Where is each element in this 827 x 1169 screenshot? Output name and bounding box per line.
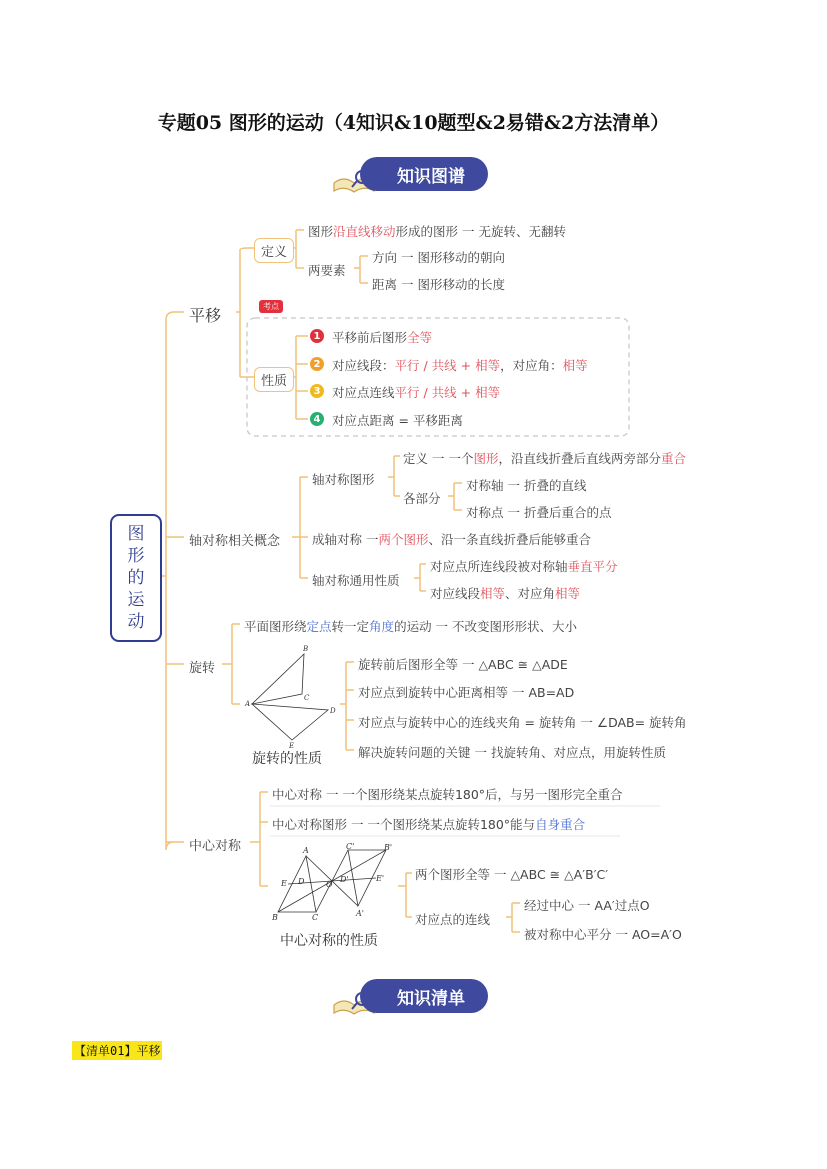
rotation-property-2: 对应点到旋转中心距离相等 一 AB=AD [358, 685, 575, 700]
svg-text:A': A' [356, 909, 364, 918]
svg-text:O: O [326, 880, 333, 889]
part-axis: 对称轴 一 折叠的直线 [466, 478, 587, 493]
svg-text:E: E [281, 879, 287, 888]
translation-definition: 图形沿直线移动形成的图形 一 无旋转、无翻转 [308, 224, 567, 239]
rotation-property-4: 解决旋转问题的关键 一 找旋转角、对应点，用旋转性质 [358, 745, 666, 760]
branch-axial-symmetry: 轴对称相关概念 [189, 534, 281, 549]
svg-text:E: E [289, 742, 295, 750]
rotation-property-3: 对应点与旋转中心的连线夹角 = 旋转角 一 ∠DAB= 旋转角 [358, 715, 687, 730]
node-properties: 性质 [254, 367, 294, 392]
svg-text:C': C' [346, 842, 355, 851]
number-1-icon: 1 [310, 329, 324, 343]
page-title: 专题05 图形的运动（4知识&10题型&2易错&2方法清单） [157, 112, 670, 134]
central-definition-2: 中心对称图形 一 一个图形绕某点旋转180°能与自身重合 [272, 817, 586, 832]
svg-text:A: A [303, 846, 309, 855]
rotation-property-1: 旋转前后图形全等 一 △ABC ≅ △ADE [358, 657, 568, 672]
root-node: 图 形 的 运 动 [110, 514, 162, 642]
number-3-icon: 3 [310, 384, 324, 398]
corresponding-line-1: 经过中心 一 AA′过点O [524, 898, 650, 913]
rotation-caption: 旋转的性质 [252, 751, 322, 767]
svg-text:D: D [330, 707, 336, 715]
svg-text:A: A [245, 700, 251, 708]
central-caption: 中心对称的性质 [280, 933, 378, 949]
branch-rotation: 旋转 [189, 661, 216, 676]
node-common-properties: 轴对称通用性质 [312, 573, 400, 588]
central-symmetry-diagram [268, 840, 408, 924]
node-parts: 各部分 [403, 491, 441, 506]
axial-into-two: 成轴对称 一两个图形、沿一条直线折叠后能够重合 [312, 532, 592, 547]
svg-text:E': E' [376, 874, 385, 883]
branch-translation: 平移 [189, 306, 222, 325]
banner-label: 知识清单 [360, 979, 488, 1013]
part-symmetric-point: 对称点 一 折叠后重合的点 [466, 505, 612, 520]
svg-text:C: C [312, 913, 319, 922]
axial-definition: 定义 一 一个图形，沿直线折叠后直线两旁部分重合 [403, 451, 686, 466]
svg-text:B: B [303, 645, 309, 653]
banner-knowledge-list [332, 977, 492, 1017]
svg-text:C: C [304, 694, 310, 702]
common-property-1: 对应点所连线段被对称轴垂直平分 [430, 559, 618, 574]
common-property-2: 对应线段相等、对应角相等 [430, 586, 581, 601]
corresponding-line-2: 被对称中心平分 一 AO=A′O [524, 927, 682, 942]
number-2-icon: 2 [310, 357, 324, 371]
central-property-congruent: 两个图形全等 一 △ABC ≅ △A′B′C′ [415, 867, 609, 882]
rotation-diagram [240, 642, 340, 750]
svg-text:D': D' [340, 875, 349, 884]
element-distance: 距离 一 图形移动的长度 [372, 277, 505, 292]
central-definition-1: 中心对称 一 一个图形绕某点旋转180°后，与另一图形完全重合 [272, 787, 623, 802]
branch-central-symmetry: 中心对称 [189, 839, 242, 854]
svg-text:B: B [272, 913, 278, 922]
number-4-icon: 4 [310, 412, 324, 426]
banner-label: 知识图谱 [360, 157, 488, 191]
rotation-definition: 平面图形绕定点转一定角度的运动 一 不改变图形形状、大小 [244, 619, 578, 634]
svg-text:D: D [298, 877, 305, 886]
node-two-elements: 两要素 [308, 263, 346, 278]
section-heading: 【清单01】平移 [72, 1041, 162, 1060]
exam-point-tag: 考点 [259, 300, 283, 313]
node-axis-figure: 轴对称图形 [312, 472, 375, 487]
node-definition: 定义 [254, 238, 294, 263]
svg-text:B': B' [384, 843, 393, 852]
element-direction: 方向 一 图形移动的朝向 [372, 250, 505, 265]
node-corresponding-lines: 对应点的连线 [415, 912, 491, 927]
